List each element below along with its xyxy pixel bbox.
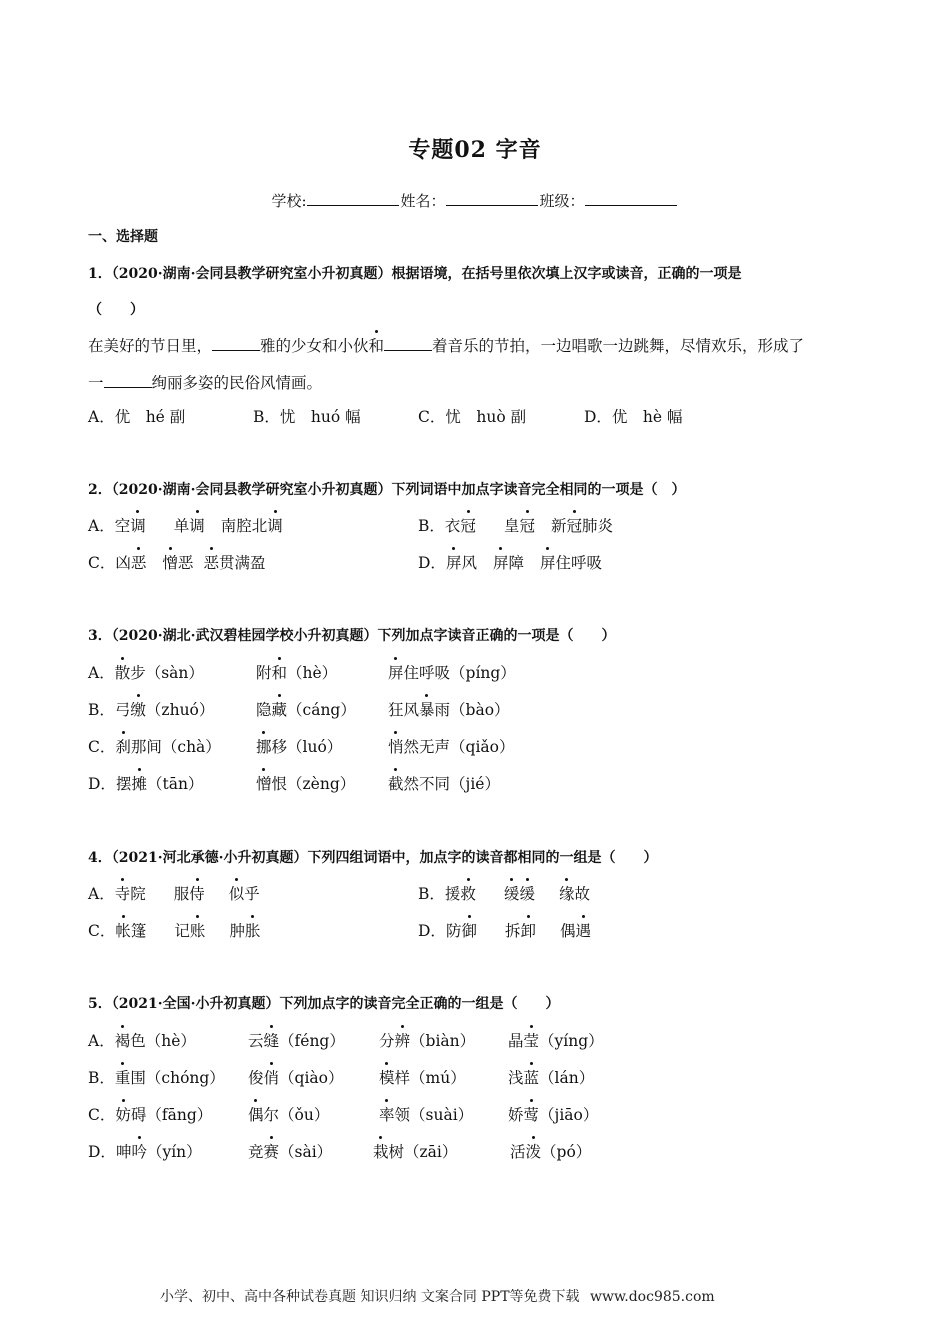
q3-option-b-word-3: 狂风暴雨（bào） (388, 698, 510, 720)
dotted-char: 蓝 (524, 1066, 540, 1088)
q5-option-c-word-3: 率领（suài） (379, 1103, 473, 1125)
dotted-char: 账 (190, 919, 206, 941)
dotted-char: 辨 (395, 1029, 411, 1051)
dotted-char: 屏 (388, 661, 404, 683)
q3-option-d[interactable]: D．摆摊（tān） (88, 772, 203, 794)
footer-text: 小学、初中、高中各种试卷真题 知识归纳 文案合同 PPT等免费下载 (160, 1289, 580, 1305)
dotted-char: 摊 (131, 772, 147, 794)
dotted-char: 恶 (203, 551, 219, 573)
dotted-char: 缓 (519, 882, 535, 904)
dotted-char: 救 (460, 882, 476, 904)
q3-option-c-word-3: 悄然无声（qiǎo） (388, 735, 514, 757)
q3-option-a-word-3: 屏住呼吸（píng） (388, 661, 516, 683)
student-info-line (0, 190, 950, 211)
dotted-char: 率 (379, 1103, 395, 1125)
q5-option-b-word-4: 浅蓝（lán） (508, 1066, 594, 1088)
name-blank[interactable] (446, 191, 538, 206)
dotted-char: 和 (369, 334, 385, 356)
page-footer (160, 1286, 721, 1306)
q1-option-a[interactable]: A．优 hé 副 (88, 408, 186, 426)
dotted-char: 赛 (264, 1140, 280, 1162)
q1-option-b[interactable]: B．忧 huó 幅 (253, 408, 361, 426)
dotted-char: 调 (130, 514, 146, 536)
dotted-char: 卸 (520, 919, 536, 941)
q3-option-a-word-2: 附和（hè） (256, 661, 337, 683)
dotted-char: 冠 (566, 514, 582, 536)
dotted-char: 缘 (559, 882, 575, 904)
dotted-char: 吟 (131, 1140, 147, 1162)
question-1-paren: （ ） (88, 302, 144, 318)
dotted-char: 调 (189, 514, 205, 536)
dotted-char: 缝 (264, 1029, 280, 1051)
dotted-char: 胀 (245, 919, 261, 941)
q5-option-a-word-3: 分辨（biàn） (379, 1029, 475, 1051)
dotted-char: 重 (115, 1066, 131, 1088)
dotted-char: 俏 (264, 1066, 280, 1088)
question-2-head: 2．（2020·湖南·会同县教学研究室小升初真题）下列词语中加点字读音完全相同的一项是（ ） (88, 482, 686, 498)
q2-option-d[interactable]: D．屏风 屏障 屏住呼吸 (418, 551, 602, 573)
question-1-head: 1．（2020·湖南·会同县教学研究室小升初真题）根据语境，在括号里依次填上汉字或读音，正确的一项是 (88, 266, 742, 282)
dotted-char: 寺 (115, 882, 131, 904)
q3-option-d-word-3: 截然不同（jié） (388, 772, 500, 794)
q5-option-a-word-4: 晶莹（yíng） (508, 1029, 604, 1051)
class-label: 班级： (539, 192, 585, 210)
dotted-char: 御 (461, 919, 477, 941)
q5-option-d-word-3: 栽树（zāi） (373, 1140, 457, 1162)
dotted-char: 遇 (576, 919, 592, 941)
section-heading: 一、选择题 (88, 229, 158, 245)
fill-blank-3[interactable] (104, 373, 152, 388)
dotted-char: 屏 (493, 551, 509, 573)
q4-option-b[interactable]: B．援救 缓缓 缘故 (418, 882, 590, 904)
q5-option-c-word-2: 偶尔（ǒu） (248, 1103, 329, 1125)
q5-option-a-word-2: 云缝（féng） (248, 1029, 345, 1051)
fill-blank-1[interactable] (212, 336, 260, 351)
q3-option-c[interactable]: C．刹那间（chà） (88, 735, 221, 757)
dotted-char: 栽 (373, 1140, 389, 1162)
q3-option-b-word-2: 隐藏（cáng） (256, 698, 356, 720)
dotted-char: 莹 (524, 1029, 540, 1051)
dotted-char: 冠 (460, 514, 476, 536)
question-1-text-line-1: 在美好的节日里， 雅的少女和小伙和 着音乐的节拍，一边唱歌一边跳舞，尽情欢乐，形成了 (88, 334, 804, 356)
dotted-char: 截 (388, 772, 404, 794)
dotted-char: 缓 (504, 882, 520, 904)
q5-option-a[interactable]: A．褐色（hè） (88, 1029, 196, 1051)
q5-option-b-word-2: 俊俏（qiào） (248, 1066, 343, 1088)
q4-option-c[interactable]: C．帐篷 记账 肿胀 (88, 919, 260, 941)
dotted-char: 调 (267, 514, 283, 536)
dotted-char: 莺 (524, 1103, 540, 1125)
dotted-char: 藏 (272, 698, 288, 720)
q3-option-c-word-2: 挪移（luó） (256, 735, 342, 757)
q4-option-d[interactable]: D．防御 拆卸 偶遇 (418, 919, 591, 941)
q2-option-c[interactable]: C．凶恶 憎恶 恶贯满盈 (88, 551, 265, 573)
dotted-char: 憎 (162, 551, 178, 573)
name-label: 姓名： (400, 192, 446, 210)
dotted-char: 褐 (115, 1029, 131, 1051)
school-label: 学校: (271, 192, 307, 210)
q3-option-b[interactable]: B．弓缴（zhuó） (88, 698, 214, 720)
footer-link[interactable]: www.doc985.com (589, 1289, 715, 1305)
question-5-head: 5．（2021·全国·小升初真题）下列加点字的读音完全正确的一组是（ ） (88, 996, 560, 1012)
school-blank[interactable] (307, 191, 399, 206)
dotted-char: 似 (229, 882, 245, 904)
dotted-char: 和 (272, 661, 288, 683)
q5-option-b[interactable]: B．重围（chóng） (88, 1066, 225, 1088)
question-4-head: 4．（2021·河北承德·小升初真题）下列四组词语中，加点字的读音都相同的一组是（ ） (88, 850, 658, 866)
dotted-char: 悄 (388, 735, 404, 757)
q3-option-d-word-2: 憎恨（zèng） (256, 772, 355, 794)
dotted-char: 泼 (526, 1140, 542, 1162)
q5-option-b-word-3: 模样（mú） (379, 1066, 466, 1088)
question-1-text-line-2: 一 绚丽多姿的民俗风情画。 (88, 374, 323, 392)
dotted-char: 偶 (248, 1103, 264, 1125)
q5-option-d[interactable]: D．呻吟（yín） (88, 1140, 202, 1162)
dotted-char: 憎 (256, 772, 272, 794)
dotted-char: 暴 (419, 698, 435, 720)
q1-option-d[interactable]: D．优 hè 幅 (584, 408, 683, 426)
q5-option-d-word-2: 竞赛（sài） (248, 1140, 332, 1162)
dotted-char: 散 (115, 661, 131, 683)
page-title: 专题02 字音 (408, 137, 542, 163)
q1-option-c[interactable]: C．忧 huò 副 (418, 408, 527, 426)
dotted-char: 屏 (446, 551, 462, 573)
q3-option-a[interactable]: A．散步（sàn） (88, 661, 204, 683)
dotted-char: 恶 (131, 551, 147, 573)
dotted-char: 冠 (519, 514, 535, 536)
dotted-char: 帐 (115, 919, 131, 941)
q5-option-c-word-4: 娇莺（jiāo） (508, 1103, 598, 1125)
q2-option-a[interactable]: A．空调 单调 南腔北调 (88, 514, 283, 536)
q5-option-c[interactable]: C．妨碍（fāng） (88, 1103, 212, 1125)
question-3-head: 3．（2020·湖北·武汉碧桂园学校小升初真题）下列加点字读音正确的一项是（ ） (88, 628, 616, 644)
dotted-char: 妨 (115, 1103, 131, 1125)
q5-option-d-word-4: 活泼（pó） (510, 1140, 591, 1162)
dotted-char: 屏 (540, 551, 556, 573)
fill-blank-2[interactable] (384, 336, 432, 351)
q2-option-b[interactable]: B．衣冠 皇冠 新冠肺炎 (418, 514, 613, 536)
dotted-char: 缴 (130, 698, 146, 720)
dotted-char: 挪 (256, 735, 272, 757)
class-blank[interactable] (585, 191, 677, 206)
dotted-char: 刹 (115, 735, 131, 757)
dotted-char: 模 (379, 1066, 395, 1088)
dotted-char: 侍 (189, 882, 205, 904)
q4-option-a[interactable]: A．寺院 服侍 似乎 (88, 882, 260, 904)
